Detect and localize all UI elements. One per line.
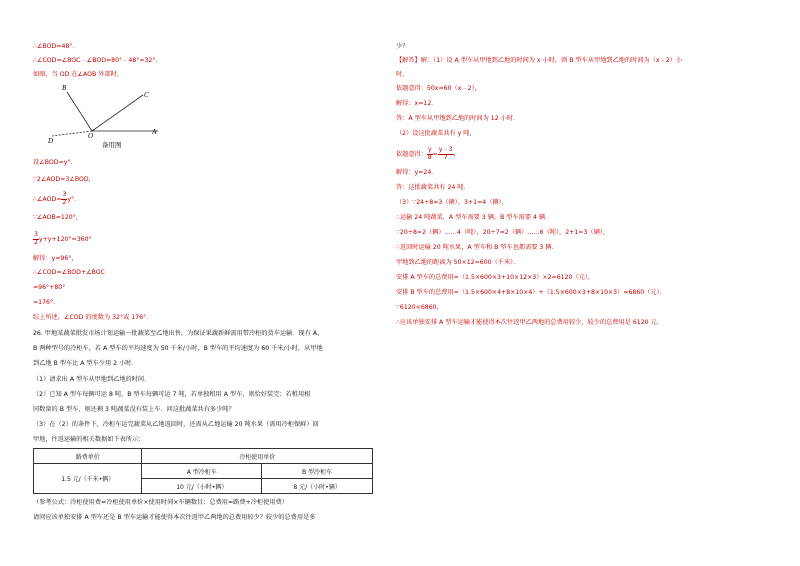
table-header: A 型冷柜车 xyxy=(142,464,262,479)
question-line: B 两种型号的冷柜车，若 A 型车的平均速度为 50 千米/小时，B 型车的平均速度为 60 千米/小时，从甲地 xyxy=(33,345,323,352)
question-line: （1）请求出 A 型车从甲地到乙地的时间． xyxy=(33,376,151,383)
solution-line: 安排 B 型车的总费用=（1.5×600×4+8×10×4）+（1.5×600×3+8×10×3）=6860（元）． xyxy=(396,289,666,296)
solution-line: ∴运输 24 吨蔬菜，A 型车需要 3 辆，B 型车需要 4 辆． xyxy=(396,214,552,221)
solution-line: ∵6120<6860， xyxy=(396,304,443,311)
text-fragment: ， xyxy=(453,151,460,158)
cost-table xyxy=(33,448,373,494)
question-line: 同数量的 B 型车，则还剩 3 吨蔬菜没有装上车．问这批蔬菜共有多少吨？ xyxy=(33,406,235,413)
question-line: （2）已知 A 型车每辆可运 8 吨，B 型车每辆可运 7 吨，若单独租用 A 型车，则恰好装完；若租用相 xyxy=(33,391,311,398)
solution-line: 解得：y=96°， xyxy=(33,255,78,262)
solution-line: 答：这批蔬菜共有 24 吨． xyxy=(396,184,470,191)
angle-figure xyxy=(40,80,170,150)
solution-line: 甲地到乙地的距离为 50×12=600（千米）． xyxy=(396,259,520,266)
solution-line: ∴∠COD=∠BOD+∠BOC xyxy=(33,269,105,276)
solution-line xyxy=(33,232,92,246)
solution-line: ∵∠AOB=120°， xyxy=(33,214,82,221)
solution-line: ∴∠BOD=48°. xyxy=(33,43,75,50)
solution-line: 设∠BOD=y°. xyxy=(33,159,73,166)
text-fragment: y+y+120°=360° xyxy=(38,236,92,243)
solution-line: 解得：y=24． xyxy=(396,169,438,176)
figure-label-o: O xyxy=(88,132,94,140)
solution-line: ∴应该单独安排 A 型车运输才能使得本次往返甲乙两地的总费用较少，较少的总费用是 6120 元． xyxy=(396,319,663,326)
solution-line: （2）设这批蔬菜共有 y 吨， xyxy=(396,130,476,137)
figure-caption: 备用图 xyxy=(102,141,122,149)
solution-line: ∴返回时运输 20 吨水果，A 型车和 B 型车也都需要 3 辆． xyxy=(396,244,558,251)
fraction-numerator: y xyxy=(427,146,432,153)
question-line: 26. 甲地某蔬菜批发市场计划运输一批蔬菜至乙地出售，为保证果蔬新鲜需用带冷柜的货车运输．现有 A， xyxy=(33,330,324,337)
solution-line: 综上所述，∠COD 的度数为 32°或 176°. xyxy=(33,314,149,321)
solution-line: 依题意得：50x=60（x﹣2）， xyxy=(396,85,481,92)
table-cell: 8 元/（小时•辆） xyxy=(262,479,373,494)
figure-label-a: A xyxy=(152,128,157,136)
question-line: 请问应该单独安排 A 型车还是 B 型车运输才能使得本次往返甲乙两地的总费用较少？较少的总费用是多 xyxy=(33,514,316,521)
solution-line xyxy=(396,147,460,161)
solution-line: 安排 A 型车的总费用=（1.5×600×3+10×12×3）×2=6120（元）， xyxy=(396,274,595,281)
fraction-denominator: 8 xyxy=(427,153,432,161)
solution-line: 答：A 型车从甲地到乙地的时间为 12 小时． xyxy=(396,115,520,122)
question-line: （参考公式：冷柜使用费=冷柜使用单价×使用时间×车辆数目；总费用=路费+冷柜使用费） xyxy=(33,499,288,506)
fraction-numerator: 3 xyxy=(62,191,67,198)
fraction-numerator: 3 xyxy=(34,231,38,238)
question-line: （3）在（2）的条件下，冷柜车运完蔬菜从乙地返回时，还需从乙地运输 20 吨水果（需用冷柜保鲜）回 xyxy=(33,421,319,428)
table-cell: 10 元/（小时•辆） xyxy=(142,479,262,494)
question-line: 甲地，往返运输的相关数据如下表所示： xyxy=(33,436,145,443)
solution-line: ∵2∠AOD=3∠BOD， xyxy=(33,176,95,183)
text-fragment: ∴∠AOD= xyxy=(33,196,62,203)
solution-line: 解得：x=12． xyxy=(396,100,438,107)
fraction-denominator: 2 xyxy=(62,198,67,206)
solution-line: =176°. xyxy=(33,299,56,306)
fraction-numerator: y﹣3 xyxy=(438,146,453,153)
solution-line: =96°+80° xyxy=(33,284,66,291)
figure-label-d: D xyxy=(48,137,54,145)
text-fragment: 依题意得： xyxy=(396,151,427,158)
table-row xyxy=(34,464,373,479)
solution-line: 时， xyxy=(396,71,409,78)
solution-line: ∴∠COD=∠BOC﹣∠BOD=80°﹣48°=32°. xyxy=(33,57,158,64)
fraction xyxy=(438,147,454,161)
figure-label-b: B xyxy=(62,84,67,92)
question-line: 少？ xyxy=(396,43,409,50)
table-header: 冷柜使用单价 xyxy=(142,449,373,464)
text-fragment: = xyxy=(432,151,438,158)
fraction-denominator: 2 xyxy=(34,238,38,246)
solution-line: 【解答】解：（1）设 A 型车从甲地到乙地的时间为 x 小时，则 B 型车从甲地到乙地的时间为（x﹣2）小 xyxy=(396,57,683,64)
table-row xyxy=(34,449,373,464)
figure-label-c: C xyxy=(144,91,149,99)
fraction-denominator: 7 xyxy=(443,153,448,161)
question-line: 到乙地 B 型车比 A 型车少用 2 小时． xyxy=(33,360,138,367)
solution-line: （3）∵24÷8=3（辆），3+1=4（辆）， xyxy=(396,199,508,206)
solution-line xyxy=(33,192,76,206)
text-fragment: y°. xyxy=(67,196,77,203)
table-cell: 1.5 元/（千米•辆） xyxy=(34,464,142,494)
table-header: 路费单价 xyxy=(34,449,142,464)
solution-line: 如图，当 OD 在∠AOB 外部时， xyxy=(33,71,124,78)
solution-line: ∵20÷8=2（辆）……4（吨），20÷7=2（辆）……6（吨），2+1=3（辆）， xyxy=(396,229,610,236)
table-header: B 型冷柜车 xyxy=(262,464,373,479)
